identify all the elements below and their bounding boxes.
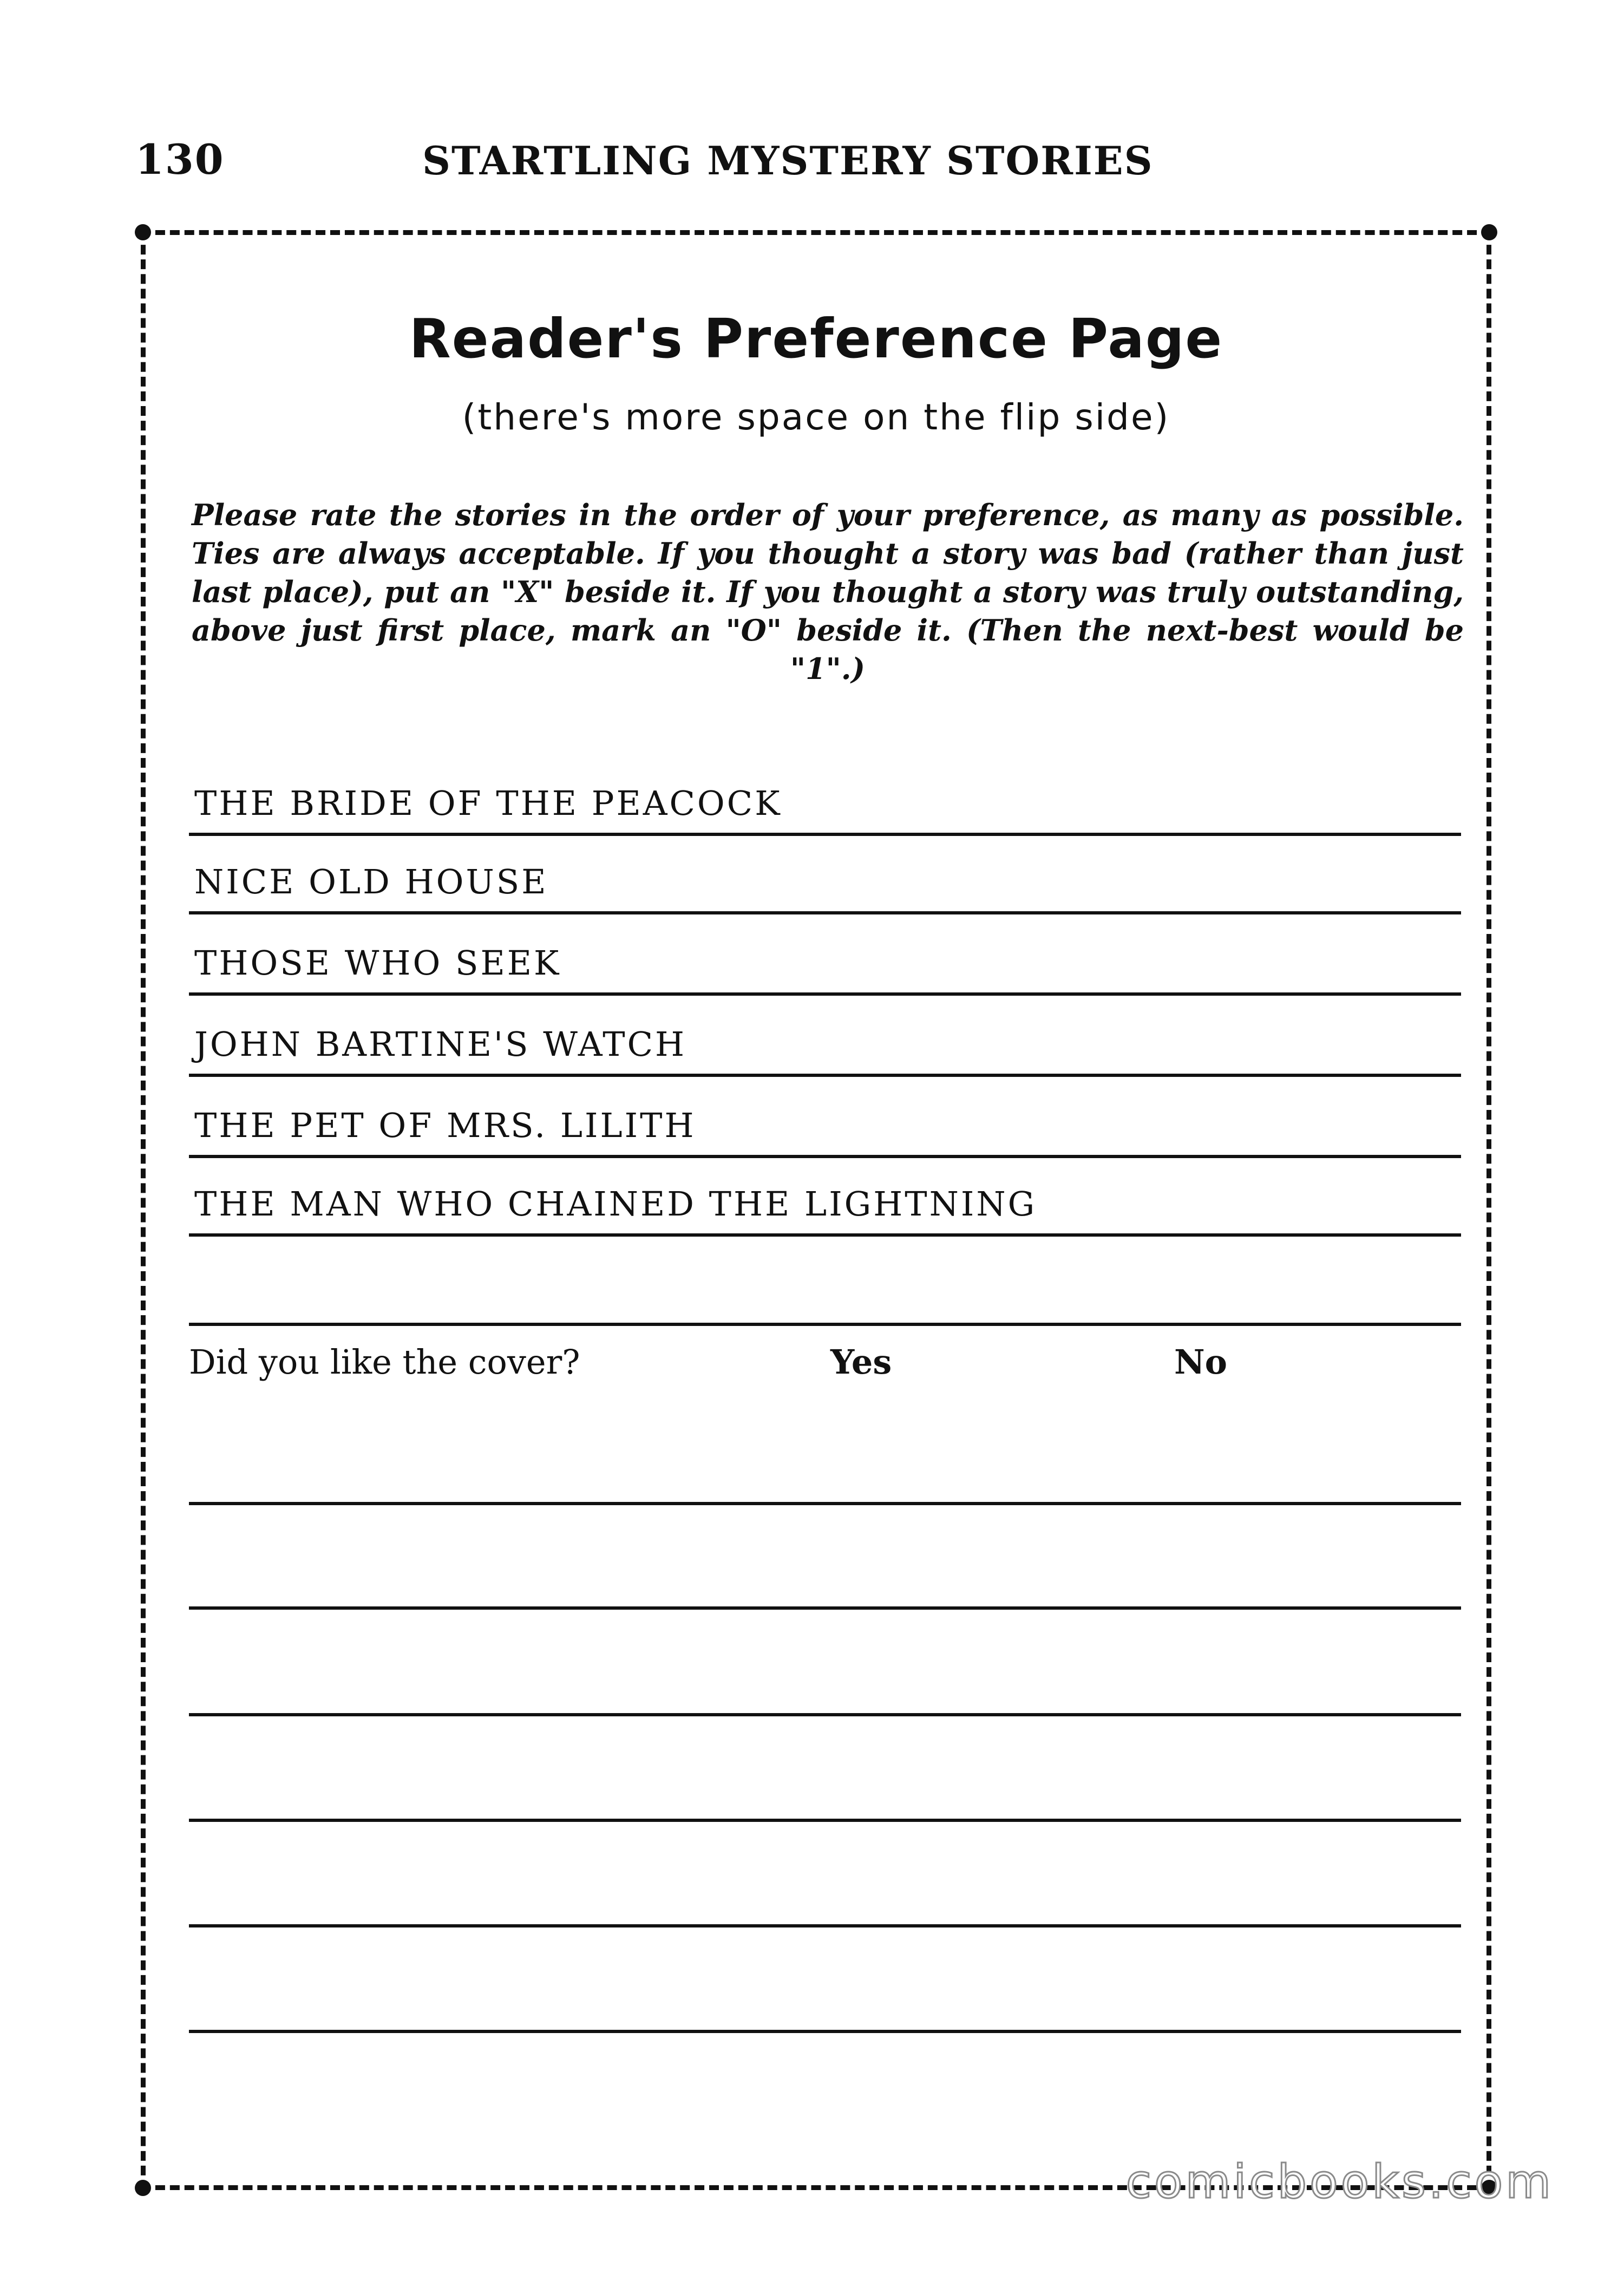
- corner-dot: [1481, 224, 1497, 240]
- form-subheading: (there's more space on the flip side): [462, 396, 1170, 438]
- story-rating-line[interactable]: [189, 1104, 1461, 1158]
- dashed-border-frame: [141, 230, 1491, 2190]
- story-title: THE PET OF MRS. LILITH: [194, 1106, 696, 1145]
- comment-writing-line[interactable]: [189, 1502, 1461, 1505]
- story-rating-line[interactable]: [189, 782, 1461, 836]
- story-rating-line[interactable]: [189, 1272, 1461, 1326]
- page-number: 130: [135, 135, 225, 184]
- comment-writing-line[interactable]: [189, 1606, 1461, 1610]
- story-rating-line[interactable]: [189, 860, 1461, 914]
- story-title: JOHN BARTINE'S WATCH: [194, 1024, 687, 1064]
- running-head: [135, 135, 1240, 195]
- corner-dot: [135, 224, 151, 240]
- rating-instructions: Please rate the stories in the order of your preference, as many as possible. Ties are always acceptable. If you thought a story was bad (rather than just last place), put an "X" beside it. If you thought a story was truly outstanding, above just first place, mark an "O" beside it. (Then the next-best would be "1".): [192, 498, 1464, 686]
- story-rating-line[interactable]: [189, 1023, 1461, 1077]
- story-rating-line[interactable]: [189, 942, 1461, 996]
- story-title: THOSE WHO SEEK: [194, 943, 561, 983]
- story-title: THE BRIDE OF THE PEACOCK: [194, 783, 782, 823]
- cover-question-label: Did you like the cover?: [189, 1342, 580, 1382]
- cover-question: [189, 1342, 1461, 1391]
- story-title: NICE OLD HOUSE: [194, 862, 548, 901]
- story-rating-line[interactable]: [189, 1182, 1461, 1237]
- magazine-title: STARTLING MYSTERY STORIES: [422, 138, 1154, 184]
- comment-writing-line[interactable]: [189, 1819, 1461, 1822]
- cover-no-option[interactable]: No: [1174, 1342, 1228, 1382]
- form-heading: Reader's Preference Page: [409, 307, 1223, 370]
- comment-writing-line[interactable]: [189, 1924, 1461, 1927]
- site-watermark: comicbooks.com: [1125, 2155, 1554, 2209]
- comment-writing-line[interactable]: [189, 2030, 1461, 2033]
- comment-writing-line[interactable]: [189, 1713, 1461, 1716]
- corner-dot: [135, 2180, 151, 2196]
- story-title: THE MAN WHO CHAINED THE LIGHTNING: [194, 1184, 1037, 1224]
- cover-yes-option[interactable]: Yes: [830, 1342, 892, 1382]
